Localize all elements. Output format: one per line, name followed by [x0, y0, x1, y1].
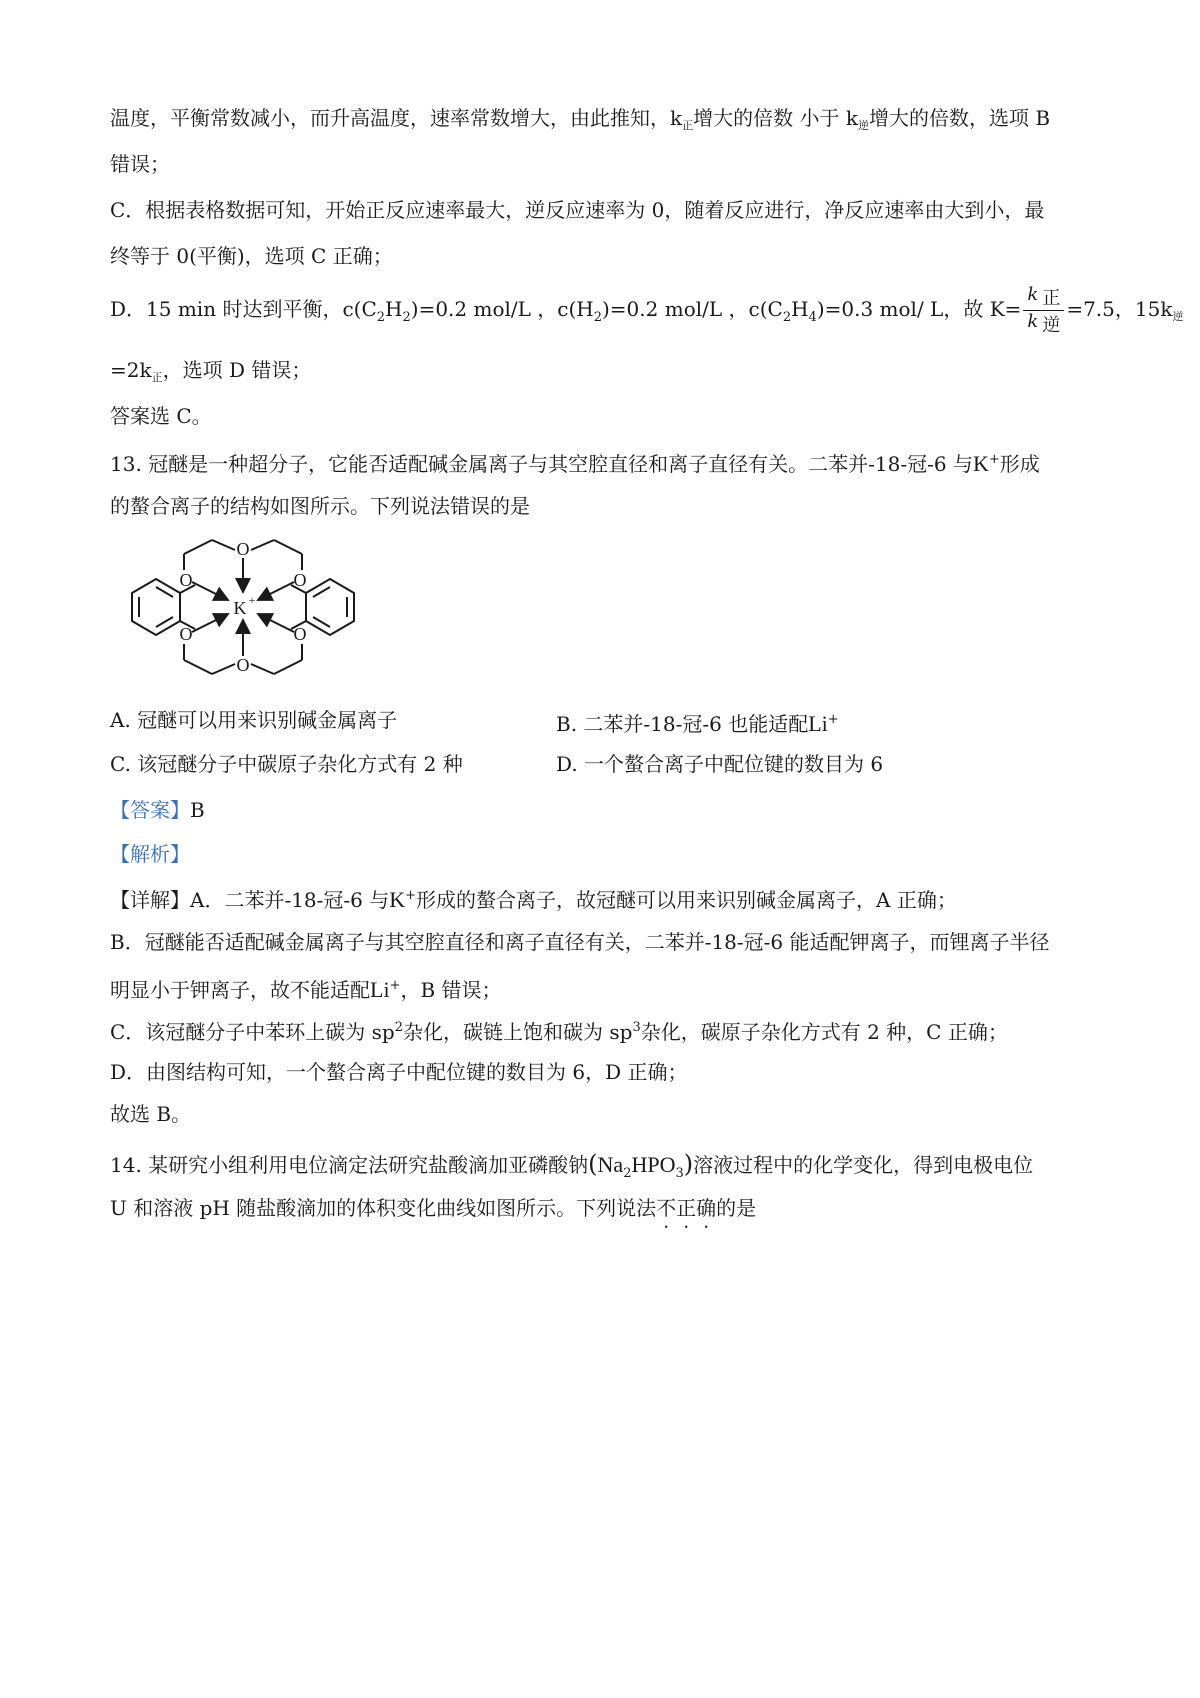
coordination-arrow: [192, 614, 228, 632]
prev-line-6: $=2k_正$，选项 D 错误；: [110, 358, 312, 384]
oxygen-atom-label: O: [179, 624, 193, 644]
oxygen-atom-label: O: [293, 570, 307, 590]
prev-line-4: 终等于 0(平衡)，选项 C 正确；: [110, 244, 393, 268]
answer-label: 【答案】: [110, 798, 190, 822]
coordination-arrow: [258, 582, 294, 600]
prev-line-1: 温度，平衡常数减小，而升高温度，速率常数增大，由此推知，$k_正$增大的倍数 小于 $k_逆$增大的倍数，选项 B: [110, 106, 1051, 132]
q14-stem-line-2: U 和溶液 pH 随盐酸滴加的体积变化曲线如图所示。下列说法不正确的是: [110, 1196, 757, 1220]
q14-stem-line-1: 14. 某研究小组利用电位滴定法研究盐酸滴加亚磷酸钠$(Na_2HPO_3)$溶液过程中的化学变化，得到电极电位: [110, 1150, 1034, 1181]
potassium-ion-charge: +: [248, 593, 256, 607]
q13-option-b: B. 二苯并-18-冠-6 也能适配Li+: [556, 711, 839, 736]
prev-answer-line: 答案选 C。: [110, 404, 212, 428]
answer-value: B: [190, 798, 205, 822]
q13-stem-line-1: 13. 冠醚是一种超分子，它能否适配碱金属离子与其空腔直径和离子直径有关。二苯并-18-冠-6 与K+形成: [110, 451, 1040, 476]
analysis-label: 【解析】: [110, 842, 190, 866]
emphasis-char: 正: [676, 1196, 697, 1220]
emphasis-char: 确: [696, 1196, 717, 1220]
detail-line-1: 【详解】A．二苯并-18-冠-6 与K+形成的螯合离子，故冠醚可以用来识别碱金属离子，A 正确；: [110, 887, 957, 912]
potassium-ion-label: K: [233, 598, 247, 618]
q13-stem-line-2: 的螯合离子的结构如图所示。下列说法错误的是: [110, 494, 530, 518]
coordination-arrow: [192, 582, 228, 600]
crown-ether-structure-figure: [100, 530, 380, 690]
detail-line-4: C．该冠醚分子中苯环上碳为 $sp^2$杂化，碳链上饱和碳为 $sp^3$杂化，碳原子杂化方式有 2 种，C 正确；: [110, 1020, 1008, 1044]
oxygen-atom-label: O: [236, 539, 250, 559]
oxygen-atom-label: O: [236, 655, 250, 675]
q13-option-c: C. 该冠醚分子中碳原子杂化方式有 2 种: [110, 752, 463, 776]
answer-line: [110, 796, 205, 824]
detail-line-3: 明显小于钾离子，故不能适配Li+，B 错误；: [110, 977, 502, 1002]
oxygen-atom-label: O: [293, 624, 307, 644]
detail-line-5: D．由图结构可知，一个螯合离子中配位键的数目为 6，D 正确；: [110, 1060, 688, 1084]
detail-line-6: 故选 B。: [110, 1102, 192, 1126]
oxygen-atom-label: O: [179, 570, 193, 590]
q13-option-d: D. 一个螯合离子中配位键的数目为 6: [556, 752, 884, 776]
prev-line-3: C．根据表格数据可知，开始正反应速率最大，逆反应速率为 0，随着反应进行，净反应速率由大到小，最: [110, 198, 1045, 222]
emphasis-char: 不: [656, 1196, 677, 1220]
prev-line-5: D．15 min 时达到平衡，$c(C_2H_2)=0.2$ mol/L ，$c(H_2)=0.2$ mol/L ，$c(C_2H_4)=0.3$ mol/ L，故 K= $\frac{\text{k 正}}{\text{k 逆}}$ =7.5，$15k_逆$: [110, 284, 1184, 336]
q13-option-a: A. 冠醚可以用来识别碱金属离子: [110, 708, 398, 732]
k-fraction: $\frac{\text{k 正}}{\text{k 逆}}$: [1023, 284, 1064, 337]
coordination-arrow: [258, 614, 294, 632]
prev-line-2: 错误；: [110, 152, 170, 176]
detail-line-2: B．冠醚能否适配碱金属离子与其空腔直径和离子直径有关，二苯并-18-冠-6 能适配钾离子，而锂离子半径: [110, 930, 1050, 954]
